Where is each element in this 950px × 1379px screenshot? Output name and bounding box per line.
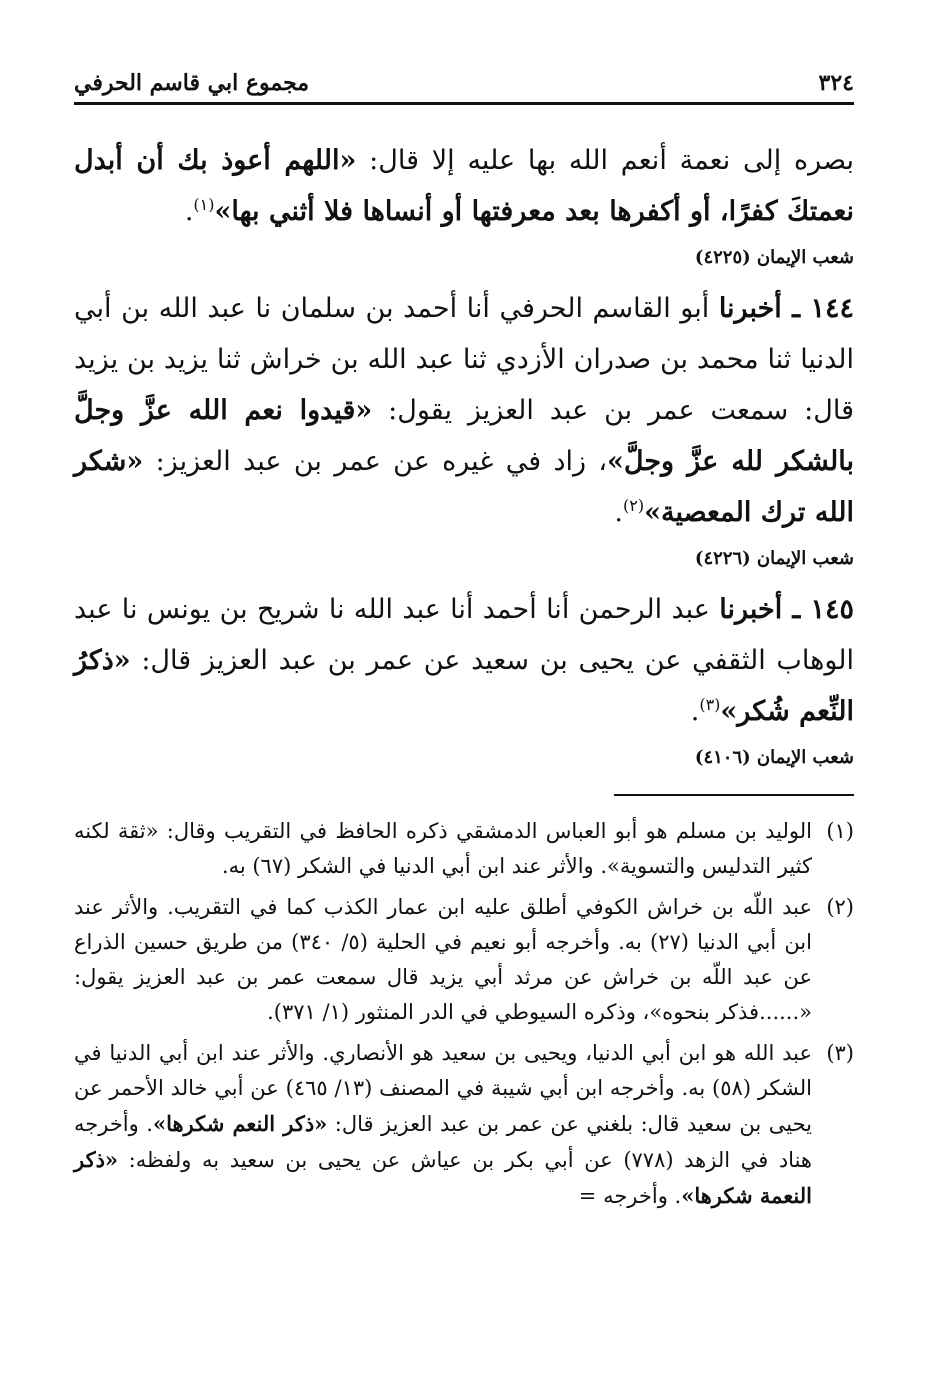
footnote-number: (٢) (826, 895, 854, 919)
source-citation-3: شعب الإيمان (٤١٠٦) (694, 747, 854, 768)
footnote-ref-2[interactable]: (٢) (623, 496, 645, 515)
footnote-2 (74, 890, 854, 1030)
main-text (74, 135, 854, 783)
p2-quote-1: «قيدوا نعم الله عزَّ وجلَّ بالشكر لله عزَّ وجلَّ» (74, 395, 854, 477)
paragraph-145 (74, 584, 854, 737)
paragraph-144 (74, 283, 854, 538)
paragraph-1 (74, 135, 854, 237)
fn3-quote-2: «ذكر النعمة شكرها» (74, 1147, 812, 1208)
p1-text: بصره إلى نعمة أنعم الله بها عليه إلا قال: (356, 145, 854, 176)
source-citation-2: شعب الإيمان (٤٢٢٦) (694, 548, 854, 569)
footnote-number: (٣) (826, 1041, 854, 1065)
p2-end: . (614, 497, 624, 528)
p3-end: . (690, 696, 700, 727)
footnote-separator (614, 794, 854, 796)
page-header (74, 56, 854, 96)
footnote-text: الوليد بن مسلم هو أبو العباس الدمشقي ذكره الحافظ في التقريب وقال: «ثقة لكنه كثير التدليس والتسوية». والأثر عند ابن أبي الدنيا في الشكر (٦٧) به. (74, 819, 812, 878)
footnotes (74, 814, 854, 1220)
footnote-ref-1[interactable]: (١) (193, 195, 215, 214)
fn3-text-3: . وأخرجه = (578, 1184, 682, 1208)
footnote-ref-3[interactable]: (٣) (699, 695, 721, 714)
page-number: ٣٢٤ (818, 70, 854, 96)
p1-quote: «اللهم أعوذ بك أن أبدل نعمتكَ كفرًا، أو أكفرها بعد معرفتها أو أنساها فلا أثني بها» (74, 145, 854, 227)
hadith-number-144: ١٤٤ ـ أخبرنا (718, 293, 854, 324)
footnote-number: (١) (826, 819, 854, 843)
footnote-text: عبد اللّه بن خراش الكوفي أطلق عليه ابن عمار الكذب كما في التقريب. والأثر عند ابن أبي الدنيا (٢٧) به. وأخرجه أبو نعيم في الحلية (٥/ ٣٤٠) من طريق حسين الذراع عن عبد اللّه بن خراش عن مرثد أبي يزيد قال سمعت عمر بن عبد العزيز يقول: «......فذكر بنحوه»، وذكره السيوطي في الدر المنثور (١/ ٣٧١). (74, 895, 812, 1024)
running-title: مجموع ابي قاسم الحرفي (74, 70, 310, 96)
p3-quote: «ذكرُ النِّعم شُكر» (74, 645, 854, 727)
p2-chain: أبو القاسم الحرفي أنا أحمد بن سلمان نا عبد الله بن أبي الدنيا ثنا محمد بن صدران الأزدي ثنا عبد الله بن خراش ثنا يزيد بن يزيد قال: سمعت عمر بن عبد العزيز يقول: (74, 293, 854, 426)
p2-text: ، زاد في غيره عن عمر بن عبد العزيز: (143, 446, 608, 477)
p2-quote-2: «شكر الله ترك المعصية» (74, 446, 854, 528)
header-rule (74, 102, 854, 105)
source-citation-1: شعب الإيمان (٤٢٢٥) (694, 247, 854, 268)
p3-chain: عبد الرحمن أنا أحمد أنا عبد الله نا شريح بن يونس نا عبد الوهاب الثقفي عن يحيى بن سعيد عن عمر بن عبد العزيز قال: (74, 594, 854, 676)
p1-end: . (184, 196, 194, 227)
fn3-text-2: . وأخرجه هناد في الزهد (٧٧٨) عن أبي بكر بن عياش عن يحيى بن سعيد به ولفظه: (74, 1112, 812, 1172)
fn3-quote-1: «ذكر النعم شكرها» (152, 1111, 328, 1136)
footnote-3 (74, 1036, 854, 1214)
hadith-number-145: ١٤٥ ـ أخبرنا (719, 594, 854, 625)
footnote-1 (74, 814, 854, 884)
footnote-text (74, 1036, 812, 1214)
fn3-text-1: عبد الله هو ابن أبي الدنيا، ويحيى بن سعيد هو الأنصاري. والأثر عند ابن أبي الدنيا في الشكر (٥٨) به. وأخرجه ابن أبي شيبة في المصنف (١٣/ ٤٦٥) عن أبي خالد الأحمر عن يحيى بن سعيد قال: بلغني عن عمر بن عبد العزيز قال: (74, 1041, 812, 1136)
